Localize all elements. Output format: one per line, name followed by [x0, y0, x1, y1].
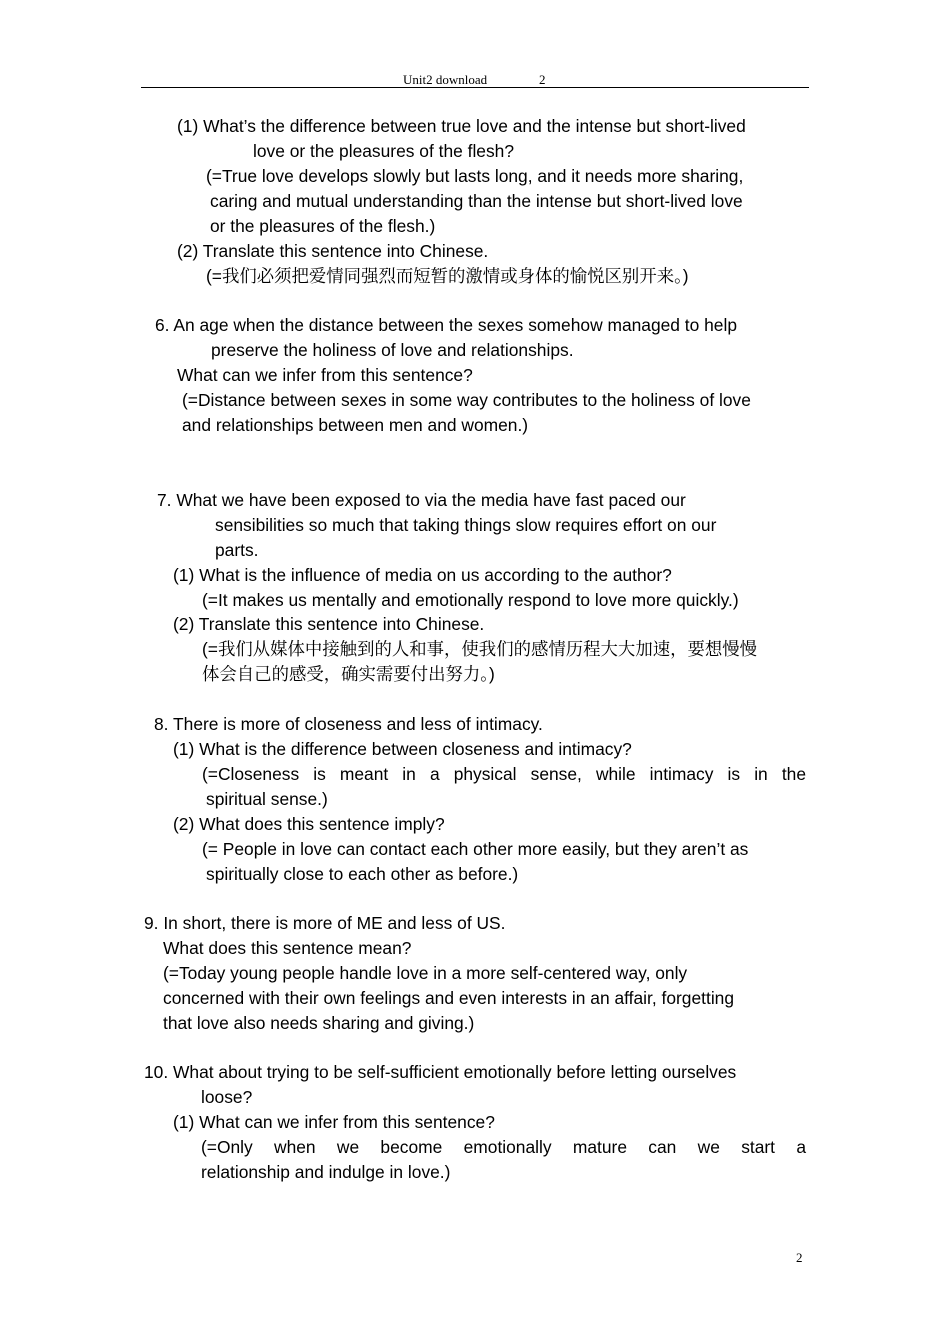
q8-sub1-answer-cont: spiritual sense.) [206, 789, 328, 809]
q8-statement: 8. There is more of closeness and less of intimacy. [154, 714, 543, 734]
q10-sub1-answer: (=Only when we become emotionally mature can we start a [201, 1137, 806, 1157]
q8-sub2-answer: (= People in love can contact each other more easily, but they aren’t as [202, 839, 749, 859]
q5-sub1-answer-cont: caring and mutual understanding than the intense but short-lived love [210, 191, 743, 211]
q6-answer-cont: and relationships between men and women.) [182, 415, 529, 435]
q5-sub2-answer: (=我们必须把爱情同强烈而短暂的激情或身体的愉悦区别开来。) [206, 266, 689, 286]
q5-sub1-answer: (=True love develops slowly but lasts long, and it needs more sharing, [206, 166, 744, 186]
q6-answer: (=Distance between sexes in some way contributes to the holiness of love [182, 390, 751, 410]
q10-sub1-question: (1) What can we infer from this sentence? [173, 1112, 495, 1132]
q9-question: What does this sentence mean? [163, 938, 412, 958]
q6-statement-cont: preserve the holiness of love and relationships. [211, 340, 574, 360]
q5-sub1-question: (1) What’s the difference between true love and the intense but short-lived [177, 116, 746, 136]
q6-question: What can we infer from this sentence? [177, 365, 473, 385]
q8-sub2-answer-cont: spiritually close to each other as before.) [206, 864, 519, 884]
q8-sub2-question: (2) What does this sentence imply? [173, 814, 445, 834]
q8-sub1-answer: (=Closeness is meant in a physical sense, while intimacy is in the [202, 764, 806, 784]
q8-sub1-question: (1) What is the difference between closeness and intimacy? [173, 739, 632, 759]
q7-statement-cont: parts. [215, 540, 259, 560]
q5-sub1-question-cont: love or the pleasures of the flesh? [253, 141, 515, 161]
q7-sub2-question: (2) Translate this sentence into Chinese. [173, 614, 485, 634]
q6-statement: 6. An age when the distance between the sexes somehow managed to help [155, 315, 738, 335]
q9-answer-cont: that love also needs sharing and giving.) [163, 1013, 475, 1033]
q7-sub1-answer: (=It makes us mentally and emotionally respond to love more quickly.) [202, 590, 739, 610]
q9-answer-cont: concerned with their own feelings and even interests in an affair, forgetting [163, 988, 735, 1008]
header-title: Unit2 download [403, 72, 488, 87]
q7-sub1-question: (1) What is the influence of media on us according to the author? [173, 565, 672, 585]
q7-sub2-answer-cont: 体会自己的感受，确实需要付出努力。) [202, 664, 495, 684]
q9-answer: (=Today young people handle love in a more self-centered way, only [163, 963, 688, 983]
header-page-number: 2 [539, 72, 546, 87]
q10-statement-cont: loose? [201, 1087, 253, 1107]
page-header [141, 70, 809, 88]
q5-sub1-answer-cont: or the pleasures of the flesh.) [210, 216, 436, 236]
q10-statement: 10. What about trying to be self-sufficient emotionally before letting ourselves [144, 1062, 737, 1082]
q7-statement: 7. What we have been exposed to via the media have fast paced our [157, 490, 686, 510]
q7-sub2-answer: (=我们从媒体中接触到的人和事，使我们的感情历程大大加速，要想慢慢 [202, 639, 758, 659]
q5-sub2-question: (2) Translate this sentence into Chinese. [177, 241, 489, 261]
q10-sub1-answer-cont: relationship and indulge in love.) [201, 1162, 451, 1182]
q7-statement-cont: sensibilities so much that taking things slow requires effort on our [215, 515, 717, 535]
footer-page-number: 2 [796, 1250, 803, 1265]
q9-statement: 9. In short, there is more of ME and less of US. [144, 913, 506, 933]
